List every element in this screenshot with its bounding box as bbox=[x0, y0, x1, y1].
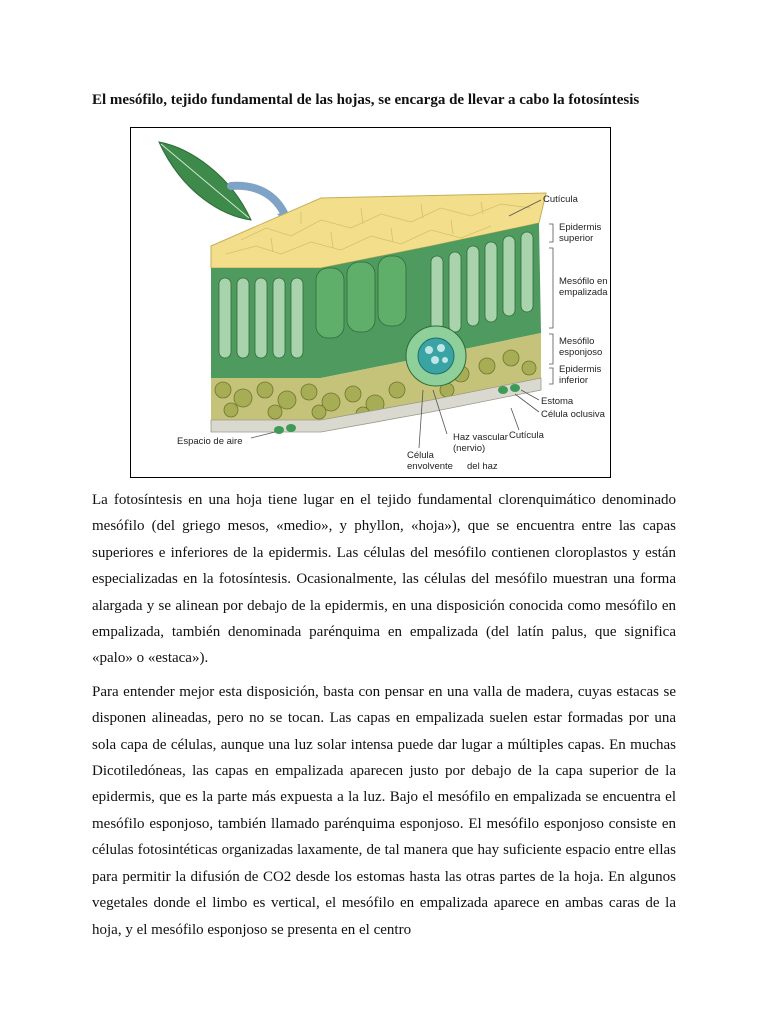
label-haz-vascular-2: (nervio) bbox=[453, 443, 486, 454]
document-title: El mesófilo, tejido fundamental de las hojas, se encarga de llevar a cabo la fotosíntesis bbox=[92, 92, 640, 108]
label-mesofilo-empalizada-1: Mesófilo en bbox=[559, 276, 608, 287]
label-epidermis-inferior-1: Epidermis bbox=[559, 364, 602, 375]
label-cuticula-top: Cutícula bbox=[543, 194, 578, 205]
label-mesofilo-esponjoso-2: esponjoso bbox=[559, 347, 603, 358]
label-mesofilo-empalizada-2: empalizada bbox=[559, 287, 608, 298]
label-epidermis-inferior-2: inferior bbox=[559, 375, 589, 386]
paragraph-1: La fotosíntesis en una hoja tiene lugar en el tejido fundamental clorenquimático denominado mesófilo (del griego mesos, «medio», y phyllon, «hoja»), que se encuentra entre las capas superiores e inferiores de la epidermis. Las células del mesófilo contienen cloroplastos y están especializadas en la fotosíntesis. Ocasionalmente, las células del mesófilo muestran una forma alargada y se alinean por debajo de la epidermis, en una disposición conocida como mesófilo en empalizada, también denominada parénquima en empalizada (del latín palus, que significa «palo» o «estaca»). bbox=[92, 492, 676, 667]
label-estoma: Estoma bbox=[541, 396, 574, 407]
label-espacio-aire: Espacio de aire bbox=[177, 436, 243, 447]
paragraph-2: Para entender mejor esta disposición, basta con pensar en una valla de madera, cuyas estacas se disponen alineadas, pero no se tocan. Las capas en empalizada suelen estar formadas por una sola capa de células, aunque una luz solar intensa puede dar lugar a múltiples capas. En muchas Dicotiledóneas, las capas en empalizada aparecen justo por debajo de la capa superior de la epidermis, que es la parte más expuesta a la luz. Bajo el mesófilo en empalizada se encuentra el mesófilo esponjoso, también llamado parénquima esponjoso. El mesófilo esponjoso consiste en células fotosintéticas organizadas laxamente, de tal manera que hay suficiente espacio entre ellas para permitir la difusión de CO2 desde los estomas hasta las otras partes de la hoja. En algunos vegetales donde el limbo es vertical, el mesófilo en empalizada aparece en ambas caras de la hoja, y el mesófilo esponjoso se presenta en el centro bbox=[92, 683, 676, 938]
label-epidermis-superior-2: superior bbox=[559, 233, 594, 244]
label-haz-vascular-1: Haz vascular bbox=[453, 432, 508, 443]
leaf-diagram bbox=[131, 128, 610, 477]
label-celula-oclusiva: Célula oclusiva bbox=[541, 409, 605, 420]
label-celula-envolvente-2: envolvente bbox=[407, 461, 453, 472]
vascular-bundle bbox=[406, 326, 466, 386]
label-celula-envolvente-3: del haz bbox=[467, 461, 498, 472]
leaf-cross-section-figure bbox=[130, 127, 611, 478]
label-mesofilo-esponjoso-1: Mesófilo bbox=[559, 336, 595, 347]
body-text bbox=[92, 487, 676, 950]
label-cuticula-bottom: Cutícula bbox=[509, 430, 544, 441]
label-epidermis-superior-1: Epidermis bbox=[559, 222, 602, 233]
label-celula-envolvente-1: Célula bbox=[407, 450, 434, 461]
leaf-icon bbox=[159, 142, 251, 220]
